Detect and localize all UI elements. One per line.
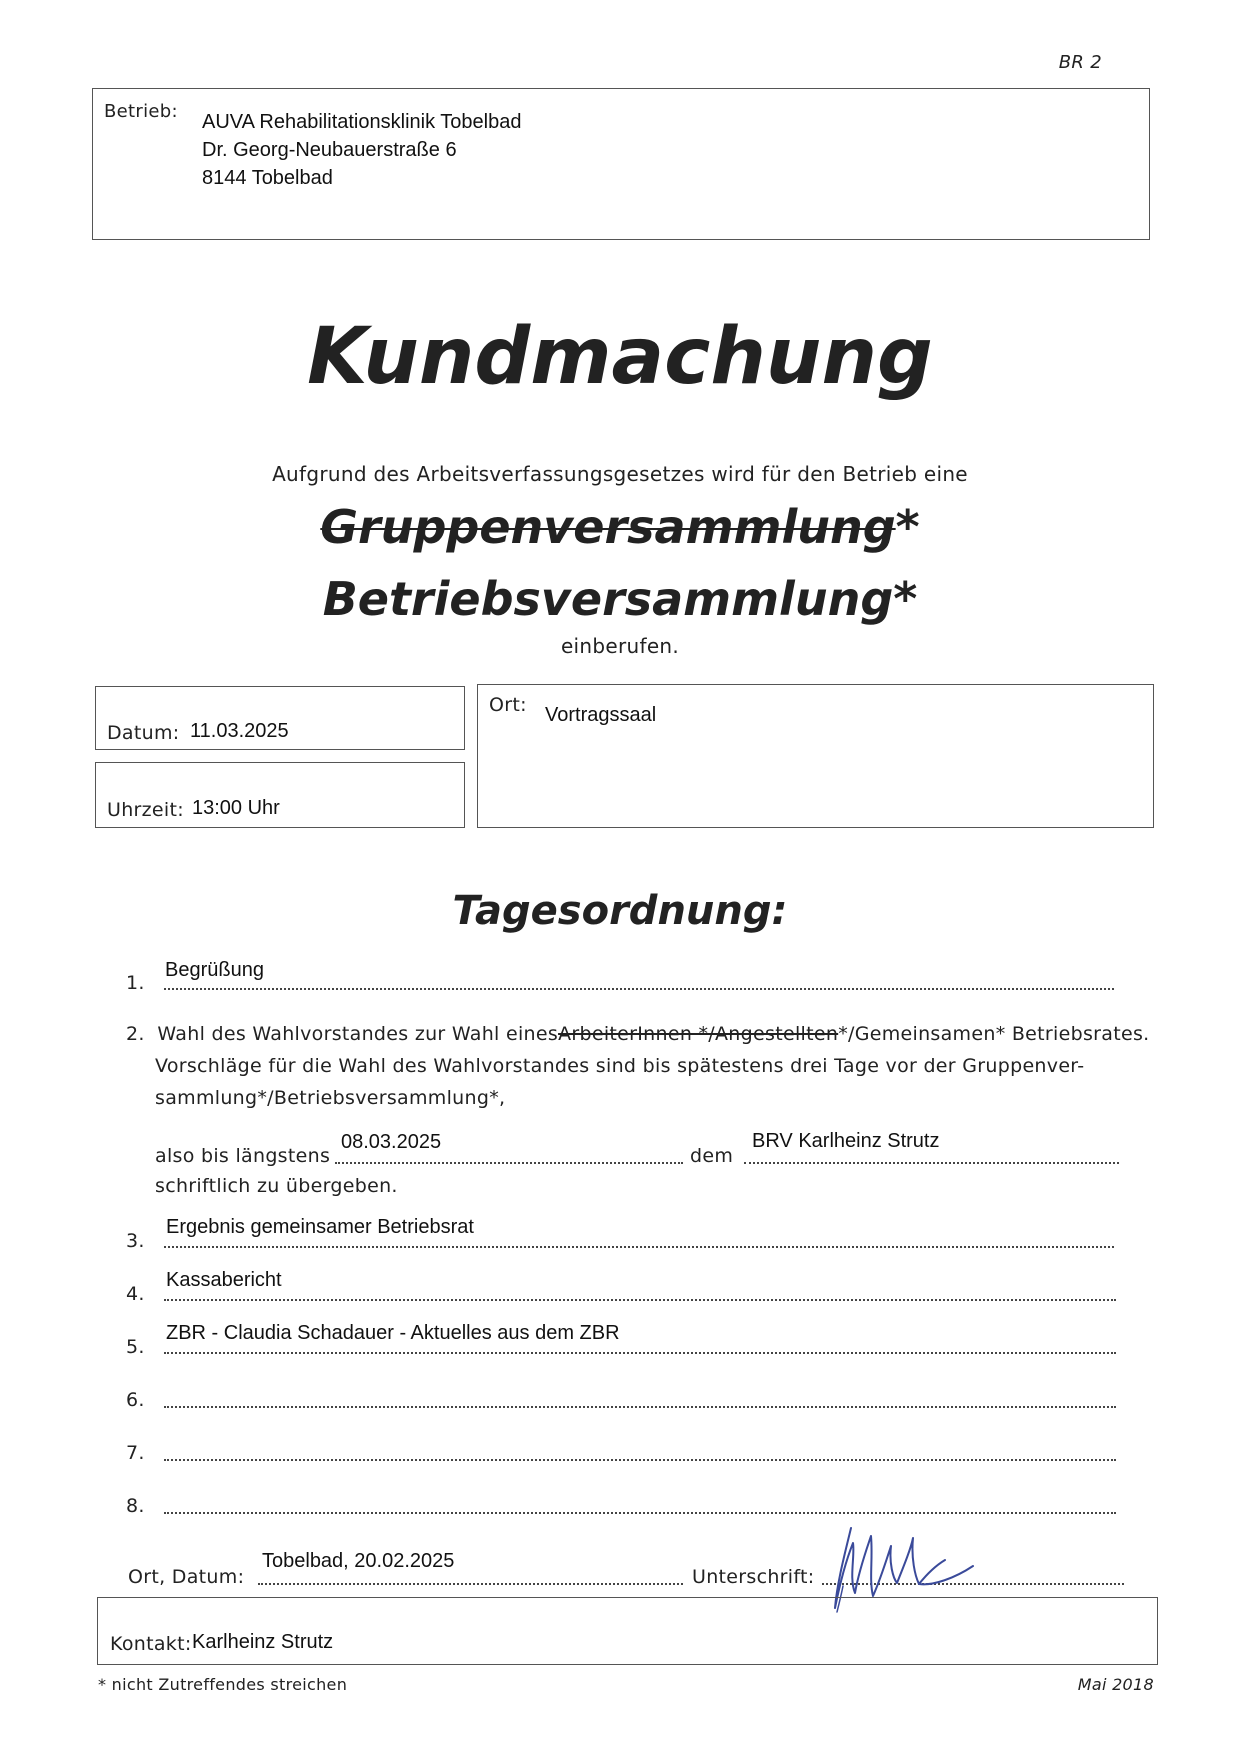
intro-text: Aufgrund des Arbeitsverfassungsgesetzes wird für den Betrieb eine xyxy=(272,462,968,486)
agenda-item-5-line xyxy=(164,1352,1116,1354)
uhrzeit-label: Uhrzeit: xyxy=(107,799,184,821)
bis-label: also bis längstens xyxy=(155,1145,331,1167)
agenda-item-2-end: schriftlich zu übergeben. xyxy=(155,1175,398,1197)
dem-line xyxy=(744,1162,1119,1164)
agenda-item-2-number: 2. xyxy=(126,1023,145,1045)
version-label: Mai 2018 xyxy=(1077,1675,1154,1694)
assembly-option-1-struck: Gruppenversammlung xyxy=(320,500,896,554)
unterschrift-label: Unterschrift: xyxy=(692,1566,815,1588)
agenda-item-6-line xyxy=(164,1406,1116,1408)
agenda-item-8-number: 8. xyxy=(126,1495,145,1517)
dem-value: BRV Karlheinz Strutz xyxy=(752,1130,940,1152)
agenda-item-2-part2: */Gemeinsamen* Betriebsrates. xyxy=(838,1023,1150,1045)
betrieb-name: AUVA Rehabilitationsklinik Tobelbad xyxy=(202,111,522,133)
page-title: Kundmachung xyxy=(307,312,933,402)
betrieb-label: Betrieb: xyxy=(104,101,178,122)
uhrzeit-value: 13:00 Uhr xyxy=(192,797,280,819)
agenda-item-7-number: 7. xyxy=(126,1442,145,1464)
agenda-title: Tagesordnung: xyxy=(452,888,788,934)
bis-line xyxy=(335,1162,683,1164)
agenda-item-3-line xyxy=(164,1246,1114,1248)
agenda-item-2-part1: Wahl des Wahlvorstandes zur Wahl eines xyxy=(157,1023,559,1045)
agenda-item-6-number: 6. xyxy=(126,1389,145,1411)
agenda-item-4-number: 4. xyxy=(126,1283,145,1305)
agenda-item-4-line xyxy=(164,1299,1116,1301)
agenda-item-7-line xyxy=(164,1459,1116,1461)
ort-value: Vortragssaal xyxy=(545,704,657,726)
assembly-option-1-mark: * xyxy=(895,500,920,554)
agenda-item-2 xyxy=(126,1023,1150,1045)
ort-label: Ort: xyxy=(489,694,527,716)
agenda-item-2-line-3: sammlung*/Betriebsversammlung*, xyxy=(155,1087,506,1109)
agenda-item-5-number: 5. xyxy=(126,1336,145,1358)
agenda-item-1-line xyxy=(164,988,1114,990)
agenda-item-2-line-2: Vorschläge für die Wahl des Wahlvorstandes sind bis spätestens drei Tage vor der Gruppenver- xyxy=(155,1055,1085,1077)
agenda-item-5-text: ZBR - Claudia Schadauer - Aktuelles aus dem ZBR xyxy=(166,1322,620,1344)
datum-value: 11.03.2025 xyxy=(190,720,289,742)
ort-datum-label: Ort, Datum: xyxy=(128,1566,245,1588)
bis-value: 08.03.2025 xyxy=(341,1131,442,1153)
ort-datum-value: Tobelbad, 20.02.2025 xyxy=(262,1550,455,1572)
agenda-item-1-text: Begrüßung xyxy=(165,959,264,981)
agenda-item-3-text: Ergebnis gemeinsamer Betriebsrat xyxy=(166,1216,474,1238)
agenda-item-2-struck: ArbeiterInnen */Angestellten xyxy=(558,1023,839,1045)
footnote: * nicht Zutreffendes streichen xyxy=(98,1675,348,1694)
agenda-item-3-number: 3. xyxy=(126,1230,145,1252)
assembly-option-2: Betriebsversammlung* xyxy=(322,572,918,626)
betrieb-city: 8144 Tobelbad xyxy=(202,167,333,189)
agenda-item-4-text: Kassabericht xyxy=(166,1269,282,1291)
ort-datum-line xyxy=(258,1583,683,1585)
assembly-suffix: einberufen. xyxy=(560,634,680,658)
kontakt-value: Karlheinz Strutz xyxy=(192,1631,334,1653)
datum-label: Datum: xyxy=(107,722,180,744)
betrieb-street: Dr. Georg-Neubauerstraße 6 xyxy=(202,139,457,161)
form-code: BR 2 xyxy=(1058,52,1102,73)
agenda-item-1-number: 1. xyxy=(126,972,145,994)
dem-label: dem xyxy=(690,1145,734,1167)
kontakt-label: Kontakt: xyxy=(110,1633,192,1655)
assembly-option-1 xyxy=(0,500,1240,554)
